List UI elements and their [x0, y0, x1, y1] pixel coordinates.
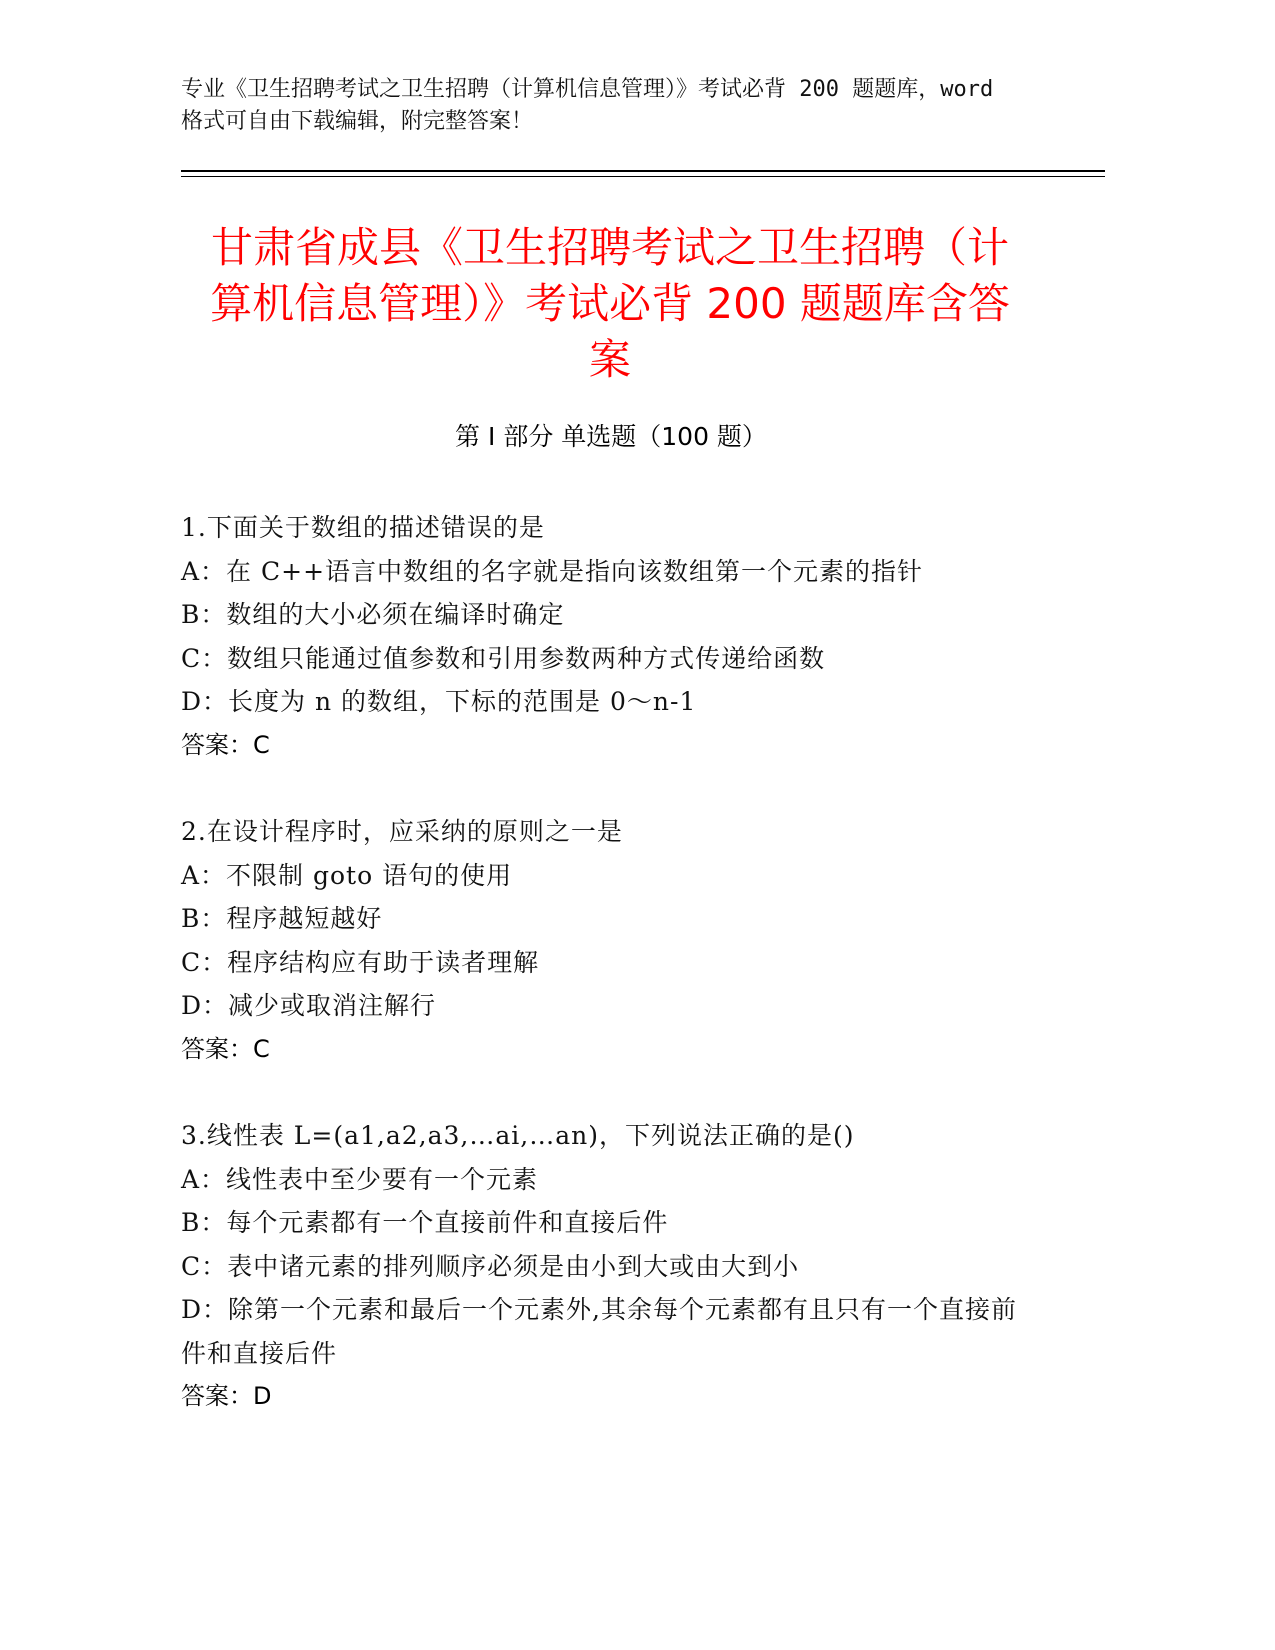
option-d: D：减少或取消注解行 — [181, 991, 437, 1020]
question-stem: 1.下面关于数组的描述错误的是 — [181, 513, 545, 542]
question-3 — [181, 1114, 1081, 1419]
option-c: C：程序结构应有助于读者理解 — [181, 947, 540, 977]
answer-line: 答案：D — [181, 1382, 272, 1410]
document-title — [180, 220, 1040, 388]
option-a: A：不限制 goto 语句的使用 — [181, 860, 513, 890]
option-d: D：长度为 n 的数组，下标的范围是 0～n-1 — [181, 687, 697, 716]
option-b: B：程序越短越好 — [181, 904, 383, 933]
option-a: A：线性表中至少要有一个元素 — [181, 1164, 539, 1194]
option-d: D：除第一个元素和最后一个元素外,其余每个元素都有且只有一个直接前件和直接后件 — [181, 1295, 1017, 1368]
option-b: B：数组的大小必须在编译时确定 — [181, 600, 565, 629]
header-rule-thin — [181, 176, 1105, 177]
section-heading: 第 I 部分 单选题（100 题） — [455, 422, 767, 451]
question-2 — [181, 810, 1081, 1071]
document-title-line-2: 算机信息管理）》考试必背 200 题题库含答 — [210, 279, 1010, 328]
option-b: B：每个元素都有一个直接前件和直接后件 — [181, 1208, 669, 1237]
answer-line: 答案：C — [181, 730, 270, 759]
question-list — [181, 506, 1081, 1462]
document-title-line-1: 甘肃省成县《卫生招聘考试之卫生招聘（计 — [210, 223, 1009, 272]
option-c: C：数组只能通过值参数和引用参数两种方式传递给函数 — [181, 643, 826, 673]
answer-line: 答案：C — [181, 1034, 270, 1063]
header-note — [181, 74, 1061, 138]
option-a: A：在 C++语言中数组的名字就是指向该数组第一个元素的指针 — [181, 556, 924, 586]
question-stem: 3.线性表 L=(a1,a2,a3,…ai,…an)，下列说法正确的是() — [181, 1121, 855, 1150]
question-stem: 2.在设计程序时，应采纳的原则之一是 — [181, 817, 623, 846]
document-title-line-3: 案 — [588, 335, 631, 384]
question-1 — [181, 506, 1081, 767]
header-note-line-2: 格式可自由下载编辑，附完整答案！ — [181, 109, 534, 134]
header-rule-thick — [181, 170, 1105, 172]
option-c: C：表中诸元素的排列顺序必须是由小到大或由大到小 — [181, 1251, 800, 1281]
header-note-line-1: 专业《卫生招聘考试之卫生招聘（计算机信息管理）》考试必背 200 题题库，word — [181, 77, 994, 102]
